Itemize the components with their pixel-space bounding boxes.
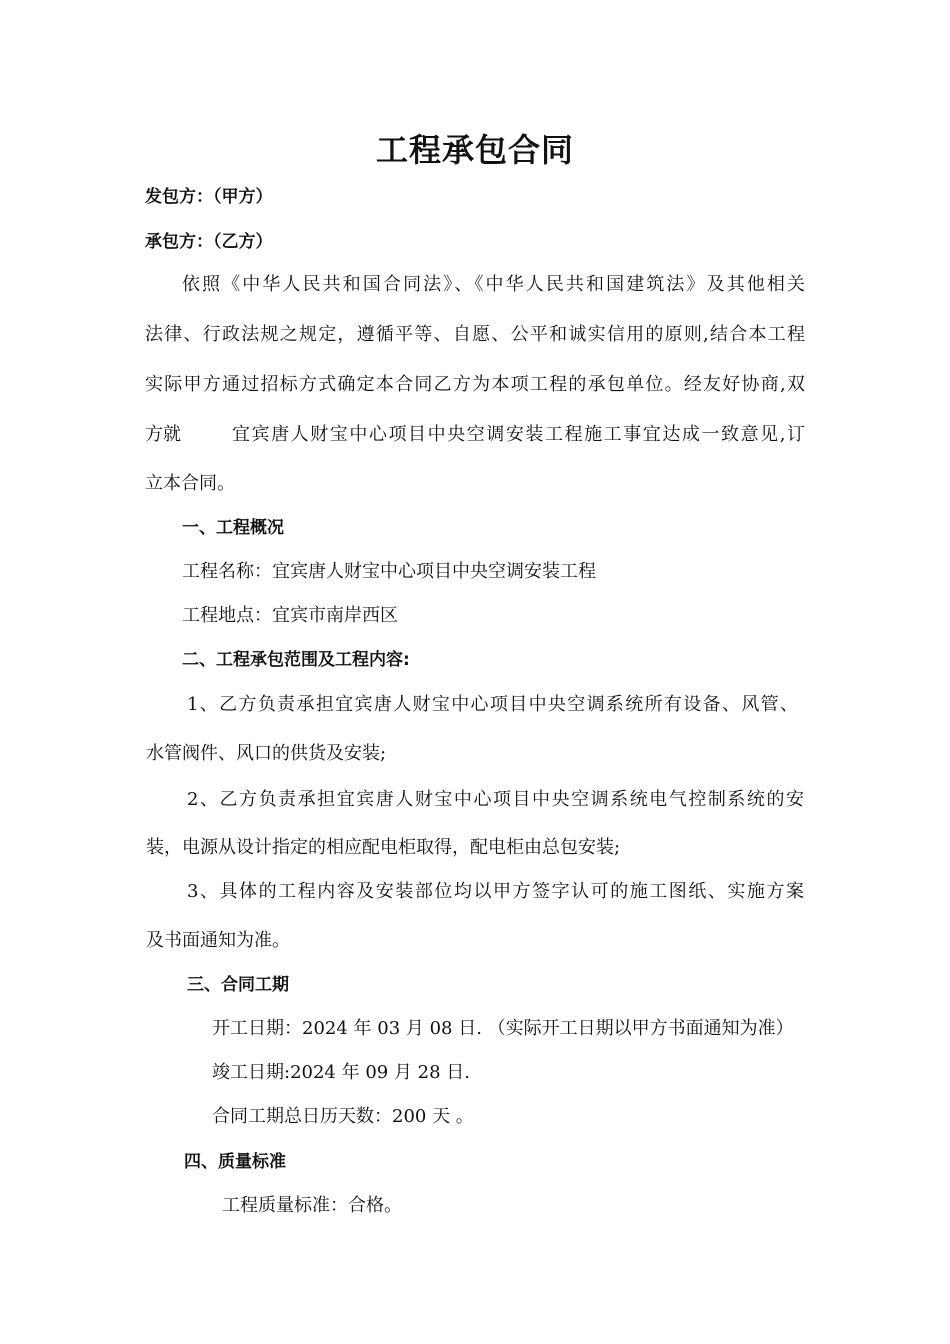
scope-item-3-line-2: 及书面通知为准。 bbox=[146, 930, 290, 951]
total-duration: 合同工期总日历天数：200 天 。 bbox=[212, 1106, 474, 1127]
project-location: 工程地点：宜宾市南岸西区 bbox=[182, 605, 398, 626]
scope-item-1-line-2: 水管阀件、风口的供货及安装; bbox=[146, 743, 387, 764]
party-a-label: 发包方：（甲方） bbox=[145, 187, 273, 207]
section-3-heading: 三、合同工期 bbox=[187, 975, 289, 995]
intro-line-3: 实际甲方通过招标方式确定本合同乙方为本项工程的承包单位。经友好协商,双 bbox=[145, 374, 805, 395]
section-1-heading: 一、工程概况 bbox=[182, 518, 284, 538]
section-2-heading: 二、工程承包范围及工程内容: bbox=[182, 650, 410, 670]
intro-line-4b: 宜宾唐人财宝中心项目中央空调安装工程施工事宜达成一致意见,订 bbox=[232, 424, 805, 445]
intro-line-4a: 方就 bbox=[145, 424, 181, 445]
intro-line-1: 依照《中华人民共和国合同法》、《中华人民共和国建筑法》及其他相关 bbox=[182, 274, 805, 295]
document-title: 工程承包合同 bbox=[375, 131, 574, 169]
scope-item-1-line-1: 1、乙方负责承担宜宾唐人财宝中心项目中央空调系统所有设备、风管、 bbox=[187, 694, 798, 715]
intro-line-2: 法律、行政法规之规定，遵循平等、自愿、公平和诚实信用的原则,结合本工程 bbox=[145, 324, 805, 345]
section-4-heading: 四、质量标准 bbox=[184, 1152, 286, 1172]
scope-item-2-line-1: 2、乙方负责承担宜宾唐人财宝中心项目中央空调系统电气控制系统的安 bbox=[187, 789, 804, 810]
scope-item-2-line-2: 装，电源从设计指定的相应配电柜取得，配电柜由总包安装; bbox=[146, 837, 621, 858]
completion-date: 竣工日期:2024 年 09 月 28 日. bbox=[212, 1062, 471, 1083]
project-name: 工程名称：宜宾唐人财宝中心项目中央空调安装工程 bbox=[182, 561, 596, 582]
start-date: 开工日期：2024 年 03 月 08 日. （实际开工日期以甲方书面通知为准） bbox=[212, 1018, 794, 1039]
scope-item-3-line-1: 3、具体的工程内容及安装部位均以甲方签字认可的施工图纸、实施方案 bbox=[187, 881, 804, 902]
intro-line-5: 立本合同。 bbox=[145, 473, 235, 494]
quality-standard: 工程质量标准：合格。 bbox=[222, 1195, 402, 1216]
party-b-label: 承包方：（乙方） bbox=[145, 232, 273, 252]
